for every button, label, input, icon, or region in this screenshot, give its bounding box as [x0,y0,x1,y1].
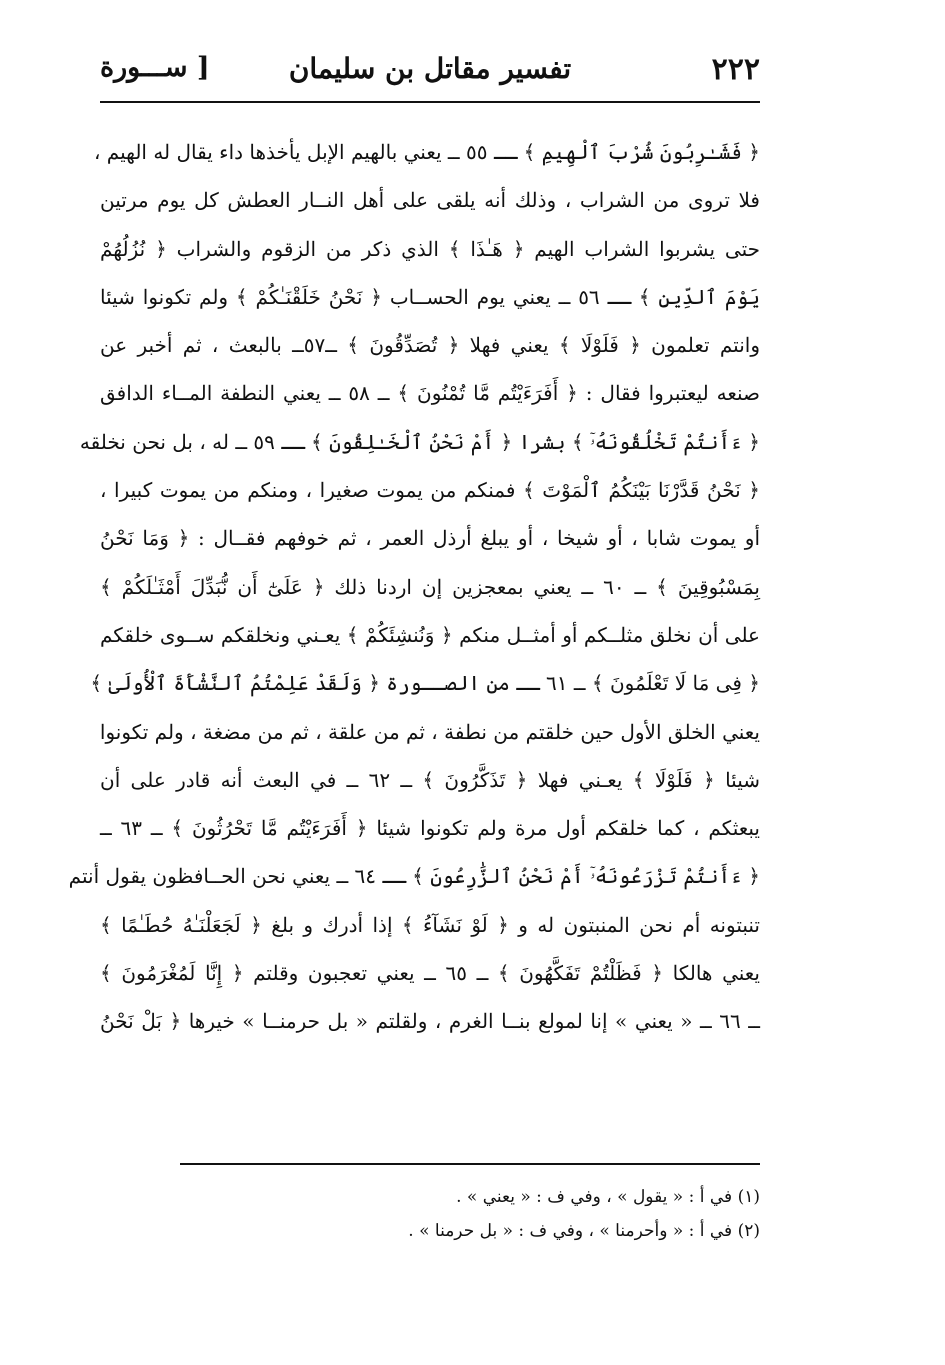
text-line: ﴿ نَحْنُ قَدَّرْنَا بَيْنَكُمُ ٱلْمَوْتَ ﴾ فمنكم من يموت صغيرا ، ومنكم من يموت كبيرا ، [100,478,760,503]
footnote-1: (١) في أ : « يقول » ، وفي ف : « يعني » . [456,1187,760,1207]
text-line: تنبتونه أم نحن المنبتون له و ﴿ لَوْ نَشَآءُ ﴾ إذا أدرك و بلغ ﴿ لَجَعَلْنَـٰهُ حُطَـٰمًا ﴾ [100,912,760,937]
page-number: ٢٢٢ [711,52,760,87]
commentary-text [68,128,761,1046]
text-line: على أن نخلق مثلــكم أو أمثــل منكم ﴿ وَنُنشِئَكُمْ ﴾ يعـني ونخلقكم ســوى خلقكم [100,622,760,647]
text-line: صنعه ليعتبروا فقال : ﴿ أَفَرَءَيْتُم مَّا تُمْنُونَ ﴾ ــ ٥٨ ــ يعني النطفة المــاء الدافق [100,381,760,406]
text-line: حتى يشربوا الشراب الهيم ﴿ هَـٰذَا ﴾ الذي ذكر من الزقوم والشراب ﴿ نُزُلُهُمْ [100,236,760,261]
text-line: ــ ٦٦ ــ « يعني » إنا لمولع بنــا الغرم ، ولقلتم « بل حرمنــا » خيرها ﴿ بَلْ نَحْنُ [100,1009,761,1034]
text-line: يَوْمَ ٱلدِّينِ ﴾ ــ ٥٦ ــ يعني يوم الحســاب ﴿ نَحْنُ خَلَقْنَـٰكُمْ ﴾ ولم تكونوا شيئا [100,284,760,309]
footnote-2: (٢) في أ : « وأحرمنا » ، وفي ف : « بل حرمنا » . [408,1221,760,1241]
text-line: ﴿ ءَأَنتُمْ تَزْرَعُونَهُۥٓ أَمْ نَحْنُ ٱلزَّٰرِعُونَ ﴾ ــ ٦٤ ــ يعني نحن الحــافظون يقول أنتم [68,864,760,889]
text-line: يعني الخلق الأول حين خلقتم من نطفة ، ثم من علقة ، ثم من مضغة ، ولم تكونوا [99,719,760,744]
footnotes [180,1180,760,1248]
text-line: يبعثكم ، كما خلقكم أول مرة ولم تكونوا شيئا ﴿ أَفَرَءَيْتُم مَّا تَحْرُثُونَ ﴾ ــ ٦٣ ــ [100,816,760,841]
text-line: فلا تروى من الشراب ، وذلك أنه يلقى على أهل النــار العطش كل يوم مرتين [100,188,760,213]
text-line: يعني هالكا ﴿ فَظَلْتُمْ تَفَكَّهُونَ ﴾ ــ ٦٥ ــ يعني تعجبون وقلتم ﴿ إِنَّا لَمُغْرَمُونَ ﴾ [100,961,760,986]
text-line: بِمَسْبُوقِينَ ﴾ ــ ٦٠ ــ يعني بمعجزين إن اردنا ذلك ﴿ عَلَىٰٓ أَن نُّبَدِّلَ أَمْثَـٰلَكُمْ ﴾ [100,574,760,599]
footnote-divider [180,1163,760,1165]
text-line: شيئا ﴿ فَلَوْلَا ﴾ يعـني فهلا ﴿ تَذَكَّرُونَ ﴾ ــ ٦٢ ــ في البعث أنه قادر على أن [100,767,760,792]
surah-label: [ ســـورة [100,52,210,83]
header-divider [100,101,760,103]
page-header [100,48,760,98]
text-line: وانتم تعلمون ﴿ فَلَوْلَا ﴾ يعني فهلا ﴿ تُصَدِّقُونَ ﴾ ــ٥٧ــ بالبعث ، ثم أخبر عن [100,333,760,358]
text-line: ﴿ فِى مَا لَا تَعْلَمُونَ ﴾ ــ ٦١ ــ من الصــورة ﴿ وَلَقَدْ عَلِمْتُمُ ٱلنَّشْأَةَ ٱلْأُولَىٰ ﴾ [90,671,760,696]
book-title: تفسير مقاتل بن سليمان [288,52,572,85]
text-line: أو يموت شابا ، أو شيخا ، أو يبلغ أرذل العمر ، ثم خوفهم فقــال : ﴿ وَمَا نَحْنُ [100,526,760,551]
text-line: ﴿ فَشَـٰرِبُونَ شُرْبَ ٱلْهِيمِ ﴾ ــ ٥٥ ــ يعني بالهيم الإبل يأخذها داء يقال له الهيم ، [93,140,760,164]
text-line: ﴿ ءَأَنتُمْ تَخْلُقُونَهُۥٓ ﴾ بشرا ﴿ أَمْ نَحْنُ ٱلْخَـٰلِقُونَ ﴾ ــ ٥٩ ــ له ، بل نحن نخلقه [79,429,760,454]
